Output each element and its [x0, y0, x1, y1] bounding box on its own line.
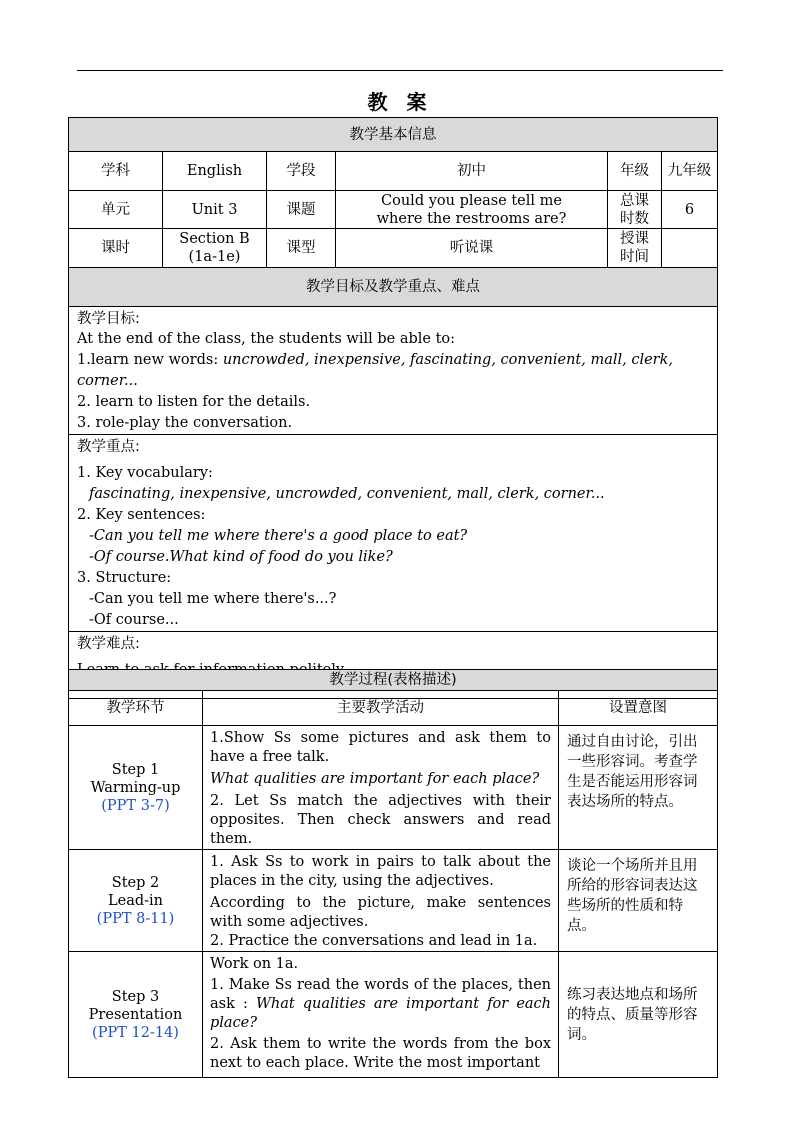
goals-header: 教学目标及教学重点、难点 — [69, 268, 718, 307]
key-structure-2: -Of course... — [89, 612, 179, 628]
table-row — [69, 952, 718, 1078]
intent-cell: 谈论一个场所并且用所给的形容词表达这些场所的性质和特点。 — [559, 850, 718, 952]
grade-label: 年级 — [608, 152, 662, 191]
step-cell — [69, 952, 203, 1078]
key-sentences: 2. Key sentences: — [77, 507, 206, 523]
activity-item: 2. Let Ss match the adjectives with their opposites. Then check answers and read them. — [210, 793, 551, 847]
table-row — [69, 850, 718, 952]
difficult-points-label: 教学难点: — [77, 636, 140, 652]
step-cell — [69, 850, 203, 952]
activity-item — [210, 976, 551, 1033]
activity-item: Work on 1a. — [210, 956, 299, 972]
teaching-time-label — [608, 229, 662, 268]
grade-value: 九年级 — [662, 152, 718, 191]
process-header: 教学过程(表格描述) — [69, 670, 718, 691]
key-sentence-2: -Of course.What kind of food do you like? — [89, 549, 393, 565]
column-header-intent: 设置意图 — [559, 691, 718, 726]
objective-1-words: uncrowded, inexpensive, fascinating, convenient, mall, clerk, corner... — [77, 352, 674, 389]
activity-item: 1. Ask Ss to work in pairs to talk about the places in the city, using the adjectives. — [210, 854, 551, 889]
objective-1-prefix: 1.learn new words: — [77, 352, 223, 368]
step-ppt: (PPT 12-14) — [92, 1024, 179, 1041]
activity-question: What qualities are important for each place? — [210, 771, 540, 787]
activity-cell — [203, 952, 559, 1078]
basic-info-table — [68, 117, 718, 699]
objectives-intro: At the end of the class, the students will be able to: — [77, 331, 456, 347]
step-ppt: (PPT 8-11) — [96, 910, 175, 927]
activity-prefix: 1. Make Ss read the words of the places, then ask : — [210, 977, 551, 1012]
intent-cell: 练习表达地点和场所的特点、质量等形容词。 — [559, 952, 718, 1078]
page-title: 教 案 — [367, 90, 433, 114]
topic-label: 课题 — [267, 191, 336, 229]
step-phase: Presentation — [88, 1006, 183, 1023]
stage-label: 学段 — [267, 152, 336, 191]
column-header-activity: 主要教学活动 — [203, 691, 559, 726]
teaching-time-label-2: 时间 — [620, 249, 649, 265]
step-name: Step 3 — [111, 988, 160, 1005]
header-rule — [77, 70, 723, 71]
total-hours-label — [608, 191, 662, 229]
type-label: 课型 — [267, 229, 336, 268]
teaching-time-value — [662, 229, 718, 268]
key-vocabulary: 1. Key vocabulary: — [77, 465, 213, 481]
key-sentence-1: -Can you tell me where there's a good place to eat? — [89, 528, 468, 544]
activity-item: 2. Practice the conversations and lead in 1a. — [210, 933, 538, 949]
objectives-cell — [69, 307, 718, 435]
total-hours-value: 6 — [662, 191, 718, 229]
key-structure-1: -Can you tell me where there's...? — [89, 591, 337, 607]
period-label: 课时 — [69, 229, 163, 268]
intent-cell: 通过自由讨论，引出一些形容词。考查学生是否能运用形容词表达场所的特点。 — [559, 726, 718, 850]
objective-2: 2. learn to listen for the details. — [77, 394, 311, 410]
objective-1 — [77, 350, 709, 392]
total-hours-label-1: 总课 — [620, 192, 649, 209]
period-value — [163, 229, 267, 268]
period-line-2: (1a-1e) — [188, 249, 241, 265]
activity-cell — [203, 850, 559, 952]
step-phase: Lead-in — [107, 892, 163, 909]
stage-value: 初中 — [336, 152, 608, 191]
activity-item: 1.Show Ss some pictures and ask them to have a free talk. — [210, 730, 551, 765]
step-name: Step 1 — [111, 761, 160, 778]
subject-value: English — [163, 152, 267, 191]
subject-label: 学科 — [69, 152, 163, 191]
objective-3: 3. role-play the conversation. — [77, 415, 293, 431]
table-row — [69, 726, 718, 850]
key-points-cell — [69, 435, 718, 632]
key-structure: 3. Structure: — [77, 570, 172, 586]
unit-label: 单元 — [69, 191, 163, 229]
activity-cell — [203, 726, 559, 850]
step-cell — [69, 726, 203, 850]
teaching-time-label-1: 授课 — [620, 231, 649, 247]
step-name: Step 2 — [111, 874, 160, 891]
unit-value: Unit 3 — [163, 191, 267, 229]
objectives-label: 教学目标: — [77, 311, 140, 327]
topic-line-1: Could you please tell me — [381, 192, 562, 209]
period-line-1: Section B — [179, 231, 250, 247]
step-phase: Warming-up — [90, 779, 181, 796]
basic-info-header: 教学基本信息 — [69, 118, 718, 152]
activity-item: According to the picture, make sentences with some adjectives. — [210, 895, 551, 930]
process-table — [68, 669, 718, 1078]
activity-item: 2. Ask them to write the words from the box next to each place. Write the most important — [210, 1036, 551, 1071]
column-header-step: 教学环节 — [69, 691, 203, 726]
total-hours-label-2: 时数 — [620, 210, 649, 227]
key-vocabulary-words: fascinating, inexpensive, uncrowded, convenient, mall, clerk, corner... — [89, 486, 605, 502]
type-value: 听说课 — [336, 229, 608, 268]
topic-line-2: where the restrooms are? — [376, 210, 567, 227]
key-points-label: 教学重点: — [77, 439, 140, 455]
activity-question: What qualities are important for each place? — [210, 996, 551, 1031]
topic-value — [336, 191, 608, 229]
step-ppt: (PPT 3-7) — [101, 797, 170, 814]
